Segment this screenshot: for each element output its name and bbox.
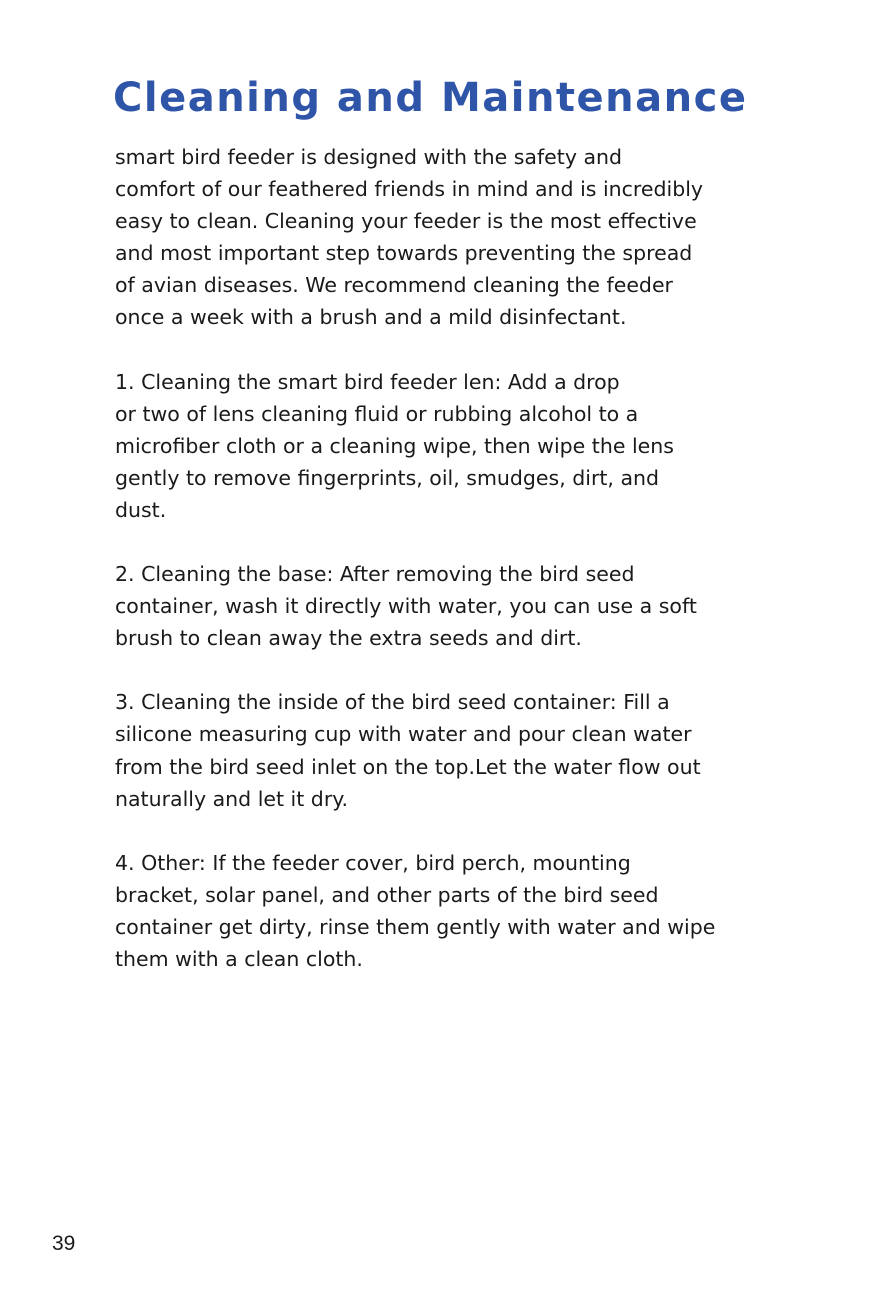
text-line: container, wash it directly with water, you can use a soft (115, 594, 697, 619)
page-number: 39 (52, 1232, 76, 1255)
step-4-paragraph (115, 847, 795, 975)
text-line: of avian diseases. We recommend cleaning the feeder (115, 273, 673, 298)
page-title: Cleaning and Maintenance (113, 75, 748, 121)
paragraph-gap (115, 815, 795, 847)
text-line: naturally and let it dry. (115, 786, 348, 811)
text-line: brush to clean away the extra seeds and dirt. (115, 626, 582, 651)
text-line: or two of lens cleaning fluid or rubbing alcohol to a (115, 401, 639, 426)
text-line: container get dirty, rinse them gently with water and wipe (115, 914, 716, 939)
step-1-paragraph (115, 366, 795, 526)
text-line: silicone measuring cup with water and pour clean water (115, 722, 692, 747)
text-line: comfort of our feathered friends in mind and is incredibly (115, 177, 704, 202)
text-line: bracket, solar panel, and other parts of the bird seed (115, 882, 659, 907)
text-line: 1. Cleaning the smart bird feeder len: Add a drop (115, 369, 620, 394)
text-line: them with a clean cloth. (115, 946, 363, 971)
body-text (115, 141, 795, 975)
text-line: microfiber cloth or a cleaning wipe, then wipe the lens (115, 433, 674, 458)
text-line: 2. Cleaning the base: After removing the bird seed (115, 562, 635, 587)
text-line: once a week with a brush and a mild disinfectant. (115, 305, 627, 330)
paragraph-gap (115, 526, 795, 558)
text-line: from the bird seed inlet on the top.Let the water flow out (115, 754, 701, 779)
step-3-paragraph (115, 686, 795, 814)
text-line: 4. Other: If the feeder cover, bird perch, mounting (115, 850, 631, 875)
text-line: 3. Cleaning the inside of the bird seed container: Fill a (115, 690, 670, 715)
paragraph-gap (115, 654, 795, 686)
text-line: dust. (115, 497, 167, 522)
text-line: easy to clean. Cleaning your feeder is the most effective (115, 209, 697, 234)
text-line: and most important step towards preventing the spread (115, 241, 693, 266)
step-2-paragraph (115, 558, 795, 654)
text-line: smart bird feeder is designed with the safety and (115, 145, 623, 169)
intro-paragraph (115, 141, 795, 334)
paragraph-gap (115, 334, 795, 366)
text-line: gently to remove fingerprints, oil, smudges, dirt, and (115, 465, 660, 490)
